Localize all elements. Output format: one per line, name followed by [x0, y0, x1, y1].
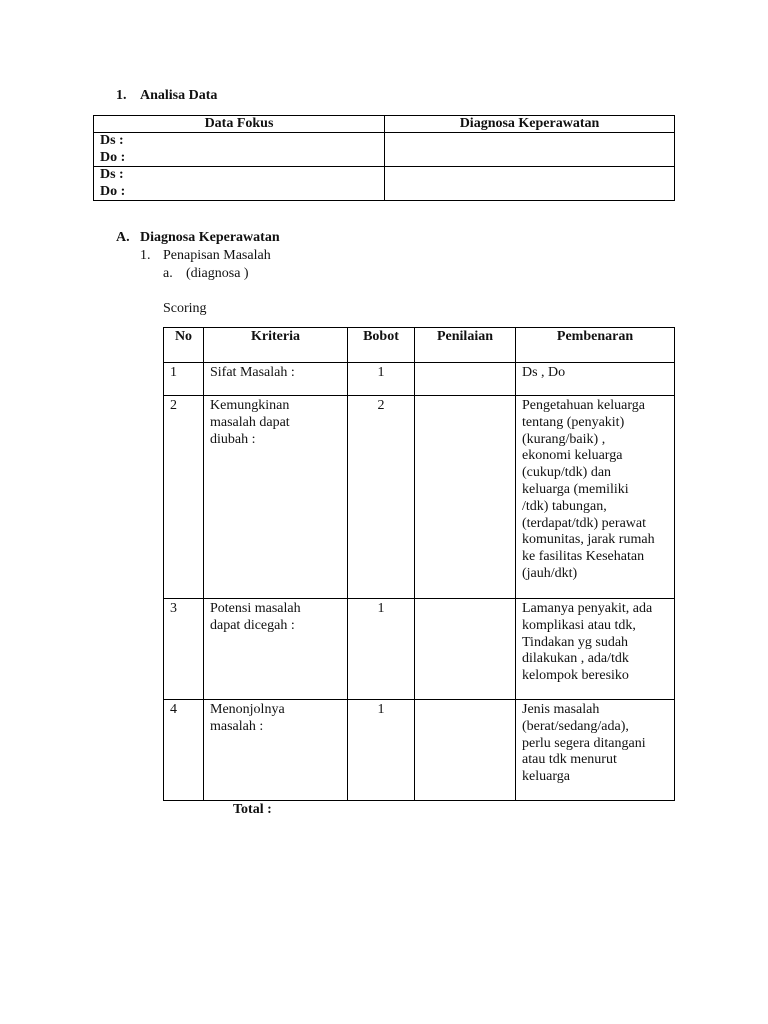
penilaian-cell	[415, 396, 516, 599]
do-label: Do :	[100, 149, 126, 165]
data-fokus-cell	[94, 167, 385, 201]
pembenaran-cell: Ds , Do	[516, 363, 675, 396]
scoring-label: Scoring	[163, 301, 207, 316]
pembenaran-cell: Jenis masalah (berat/sedang/ada), perlu segera ditangani atau tdk menurut keluarga	[516, 700, 675, 801]
header-data-fokus: Data Fokus	[94, 116, 385, 133]
kriteria-cell: Menonjolnya masalah :	[204, 700, 348, 801]
penilaian-cell	[415, 363, 516, 396]
ds-label: Ds :	[100, 133, 124, 148]
diagnosa-cell	[385, 167, 675, 201]
item-title: Penapisan Masalah	[163, 248, 271, 263]
ds-label: Ds :	[100, 167, 124, 182]
section-a-letter: A.	[116, 230, 130, 245]
penilaian-cell	[415, 599, 516, 700]
table-row	[164, 363, 675, 396]
table-row	[164, 599, 675, 700]
no-cell: 3	[164, 599, 204, 700]
section-number: 1.	[116, 88, 127, 103]
table-row	[94, 133, 675, 167]
sub-title: (diagnosa )	[186, 266, 249, 281]
sub-letter: a.	[163, 266, 173, 281]
no-cell: 2	[164, 396, 204, 599]
table-header-row	[94, 116, 675, 133]
section-title: Analisa Data	[140, 88, 218, 103]
no-cell: 1	[164, 363, 204, 396]
pembenaran-cell: Lamanya penyakit, ada komplikasi atau tdk, Tindakan yg sudah dilakukan , ada/tdk kelompok beresiko	[516, 599, 675, 700]
diagnosa-cell	[385, 133, 675, 167]
header-diagnosa-keperawatan: Diagnosa Keperawatan	[385, 116, 675, 133]
kriteria-cell: Kemungkinan masalah dapat diubah :	[204, 396, 348, 599]
table-header-row	[164, 328, 675, 363]
header-kriteria: Kriteria	[204, 328, 348, 363]
table-row	[164, 396, 675, 599]
bobot-cell: 1	[348, 363, 415, 396]
no-cell: 4	[164, 700, 204, 801]
bobot-cell: 1	[348, 599, 415, 700]
table-row	[94, 167, 675, 201]
header-penilaian: Penilaian	[415, 328, 516, 363]
analisa-data-table	[93, 115, 675, 201]
scoring-table	[163, 327, 675, 801]
kriteria-cell: Potensi masalah dapat dicegah :	[204, 599, 348, 700]
data-fokus-cell	[94, 133, 385, 167]
header-bobot: Bobot	[348, 328, 415, 363]
item-number: 1.	[140, 248, 151, 263]
header-no: No	[164, 328, 204, 363]
total-label: Total :	[233, 802, 272, 817]
bobot-cell: 1	[348, 700, 415, 801]
bobot-cell: 2	[348, 396, 415, 599]
header-pembenaran: Pembenaran	[516, 328, 675, 363]
table-row	[164, 700, 675, 801]
section-a-title: Diagnosa Keperawatan	[140, 230, 280, 245]
penilaian-cell	[415, 700, 516, 801]
kriteria-cell: Sifat Masalah :	[204, 363, 348, 396]
do-label: Do :	[100, 183, 126, 199]
pembenaran-cell: Pengetahuan keluarga tentang (penyakit) (kurang/baik) , ekonomi keluarga (cukup/tdk) dan keluarga (memiliki /tdk) tabungan, (terdapat/tdk) perawat komunitas, jarak rumah ke fasilitas Kesehatan (jauh/dkt)	[516, 396, 675, 599]
